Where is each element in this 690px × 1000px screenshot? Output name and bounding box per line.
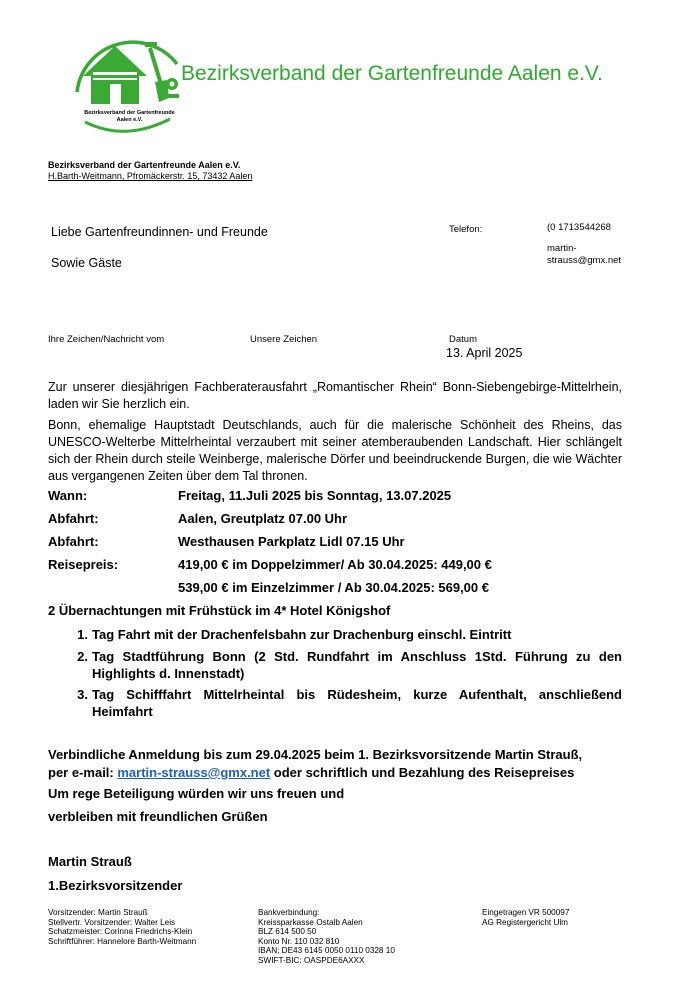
- recipient-line1: Liebe Gartenfreundinnen- und Freunde: [51, 225, 268, 239]
- itinerary-item: Tag Stadtführung Bonn (2 Std. Rundfahrt im Anschluss 1Std. Führung zu den Highlights d. Innenstadt): [92, 649, 622, 681]
- footer-registry-line: Eingetragen VR 500097: [482, 908, 570, 917]
- closing-line2: verbleiben mit freundlichen Grüßen: [48, 809, 268, 824]
- itinerary-number: 3.: [77, 687, 88, 702]
- intro-paragraph: Zur unserer diesjährigen Fachberaterausfahrt „Romantischer Rhein“ Bonn-Siebengebirge-Mittelrhein, laden wir Sie herzlich ein.: [48, 380, 622, 411]
- registration-suffix: oder schriftlich und Bezahlung des Reisepreises: [270, 765, 575, 780]
- registration-line1: Verbindliche Anmeldung bis zum 29.04.2025 beim 1. Bezirksvorsitzende Martin Strauß,: [48, 747, 583, 762]
- footer-bank-line: SWIFT-BIC: OASPDE6AXXX: [258, 955, 365, 965]
- detail-value-price-double: 419,00 € im Doppelzimmer/ Ab 30.04.2025: 449,00 €: [178, 557, 492, 572]
- footer-board-line: Schatzmeister: Corinna Friedrichs-Klein: [48, 927, 193, 937]
- detail-label-departure1: Abfahrt:: [48, 511, 99, 526]
- footer-bank-line: Konto Nr. 110 032 810: [258, 936, 340, 946]
- sender-name: Bezirksverband der Gartenfreunde Aalen e.V.: [48, 160, 241, 170]
- organization-title: Bezirksverband der Gartenfreunde Aalen e.V.: [181, 62, 603, 85]
- footer-bank-line: BLZ 614 500 50: [258, 927, 317, 937]
- detail-value-departure2: Westhausen Parkplatz Lidl 07.15 Uhr: [178, 534, 405, 549]
- registration-line2: [48, 765, 574, 780]
- footer-bank: [258, 908, 395, 966]
- detail-label-departure2: Abfahrt:: [48, 534, 99, 549]
- detail-value-when: Freitag, 11.Juli 2025 bis Sonntag, 13.07.2025: [178, 488, 452, 503]
- footer-bank-line: Bankverbindung:: [258, 908, 320, 917]
- description-paragraph: Bonn, ehemalige Hauptstadt Deutschlands, auch für die malerische Schönheit des Rheins, das UNESCO-Welterbe Mittelrheintal verzaubert mit seiner atemberaubenden Landschaft. Hier schlängelt sich der Rhein durch steile Weinberge, malerische Dörfer und beeindruckende Burgen, die wie Wächter aus vergangenen Zeiten über dem Tal thronen.: [48, 418, 622, 483]
- signature-name: Martin Strauß: [48, 854, 132, 869]
- itinerary-item: Tag Schifffahrt Mittelrheintal bis Rüdesheim, kurze Aufenthalt, anschließend Heimfahrt: [92, 687, 622, 719]
- footer-registry: [482, 908, 569, 927]
- signature-role: 1.Bezirksvorsitzender: [48, 878, 183, 893]
- footer-registry-line: AG Registergericht Ulm: [482, 917, 568, 927]
- logo-caption-line1: Bezirksverband der Gartenfreunde: [84, 110, 175, 116]
- detail-label-price: Reisepreis:: [48, 557, 119, 572]
- date-label: Datum: [449, 334, 477, 345]
- itinerary-item: Tag Fahrt mit der Drachenfelsbahn zur Drachenburg einschl. Eintritt: [92, 627, 512, 642]
- email-line1: martin-: [547, 243, 577, 254]
- footer-board-line: Stellvertr. Vorsitzender: Walter Leis: [48, 917, 176, 927]
- recipient-line2: Sowie Gäste: [51, 256, 122, 270]
- hotel-info: 2 Übernachtungen mit Frühstück im 4* Hotel Königshof: [48, 603, 391, 618]
- detail-label-when: Wann:: [48, 488, 88, 503]
- logo-caption: [72, 110, 187, 124]
- closing-line1: Um rege Beteiligung würden wir uns freuen und: [48, 786, 345, 801]
- itinerary-number: 2.: [77, 649, 88, 664]
- registration-email-link[interactable]: martin-strauss@gmx.net: [117, 765, 271, 780]
- phone-value: (0 1713544268: [547, 222, 611, 233]
- email-line2: strauss@gmx.net: [547, 255, 622, 266]
- phone-label: Telefon:: [449, 224, 483, 235]
- your-reference-label: Ihre Zeichen/Nachricht vom: [48, 334, 165, 345]
- detail-value-price-single: 539,00 € im Einzelzimmer / Ab 30.04.2025: 569,00 €: [178, 580, 489, 595]
- our-reference-label: Unsere Zeichen: [250, 334, 318, 345]
- footer-board: [48, 908, 196, 946]
- footer-board-line: Vorsitzender: Martin Strauß: [48, 908, 148, 917]
- sender-address: H.Barth-Weitmann, Pfromäckerstr. 15, 73432 Aalen: [48, 171, 253, 181]
- footer-bank-line: Kreissparkasse Ostalb Aalen: [258, 917, 363, 927]
- logo-caption-line2: Aalen e.V.: [116, 117, 143, 123]
- registration-prefix: per e-mail:: [48, 765, 118, 780]
- detail-value-departure1: Aalen, Greutplatz 07.00 Uhr: [178, 511, 348, 526]
- itinerary-number: 1.: [77, 627, 88, 642]
- footer-bank-line: IBAN; DE43 6145 0050 0110 0328 10: [258, 946, 395, 956]
- footer-board-line: Schriftführer: Hannelore Barth-Weitmann: [48, 936, 197, 946]
- date-value: 13. April 2025: [446, 346, 523, 360]
